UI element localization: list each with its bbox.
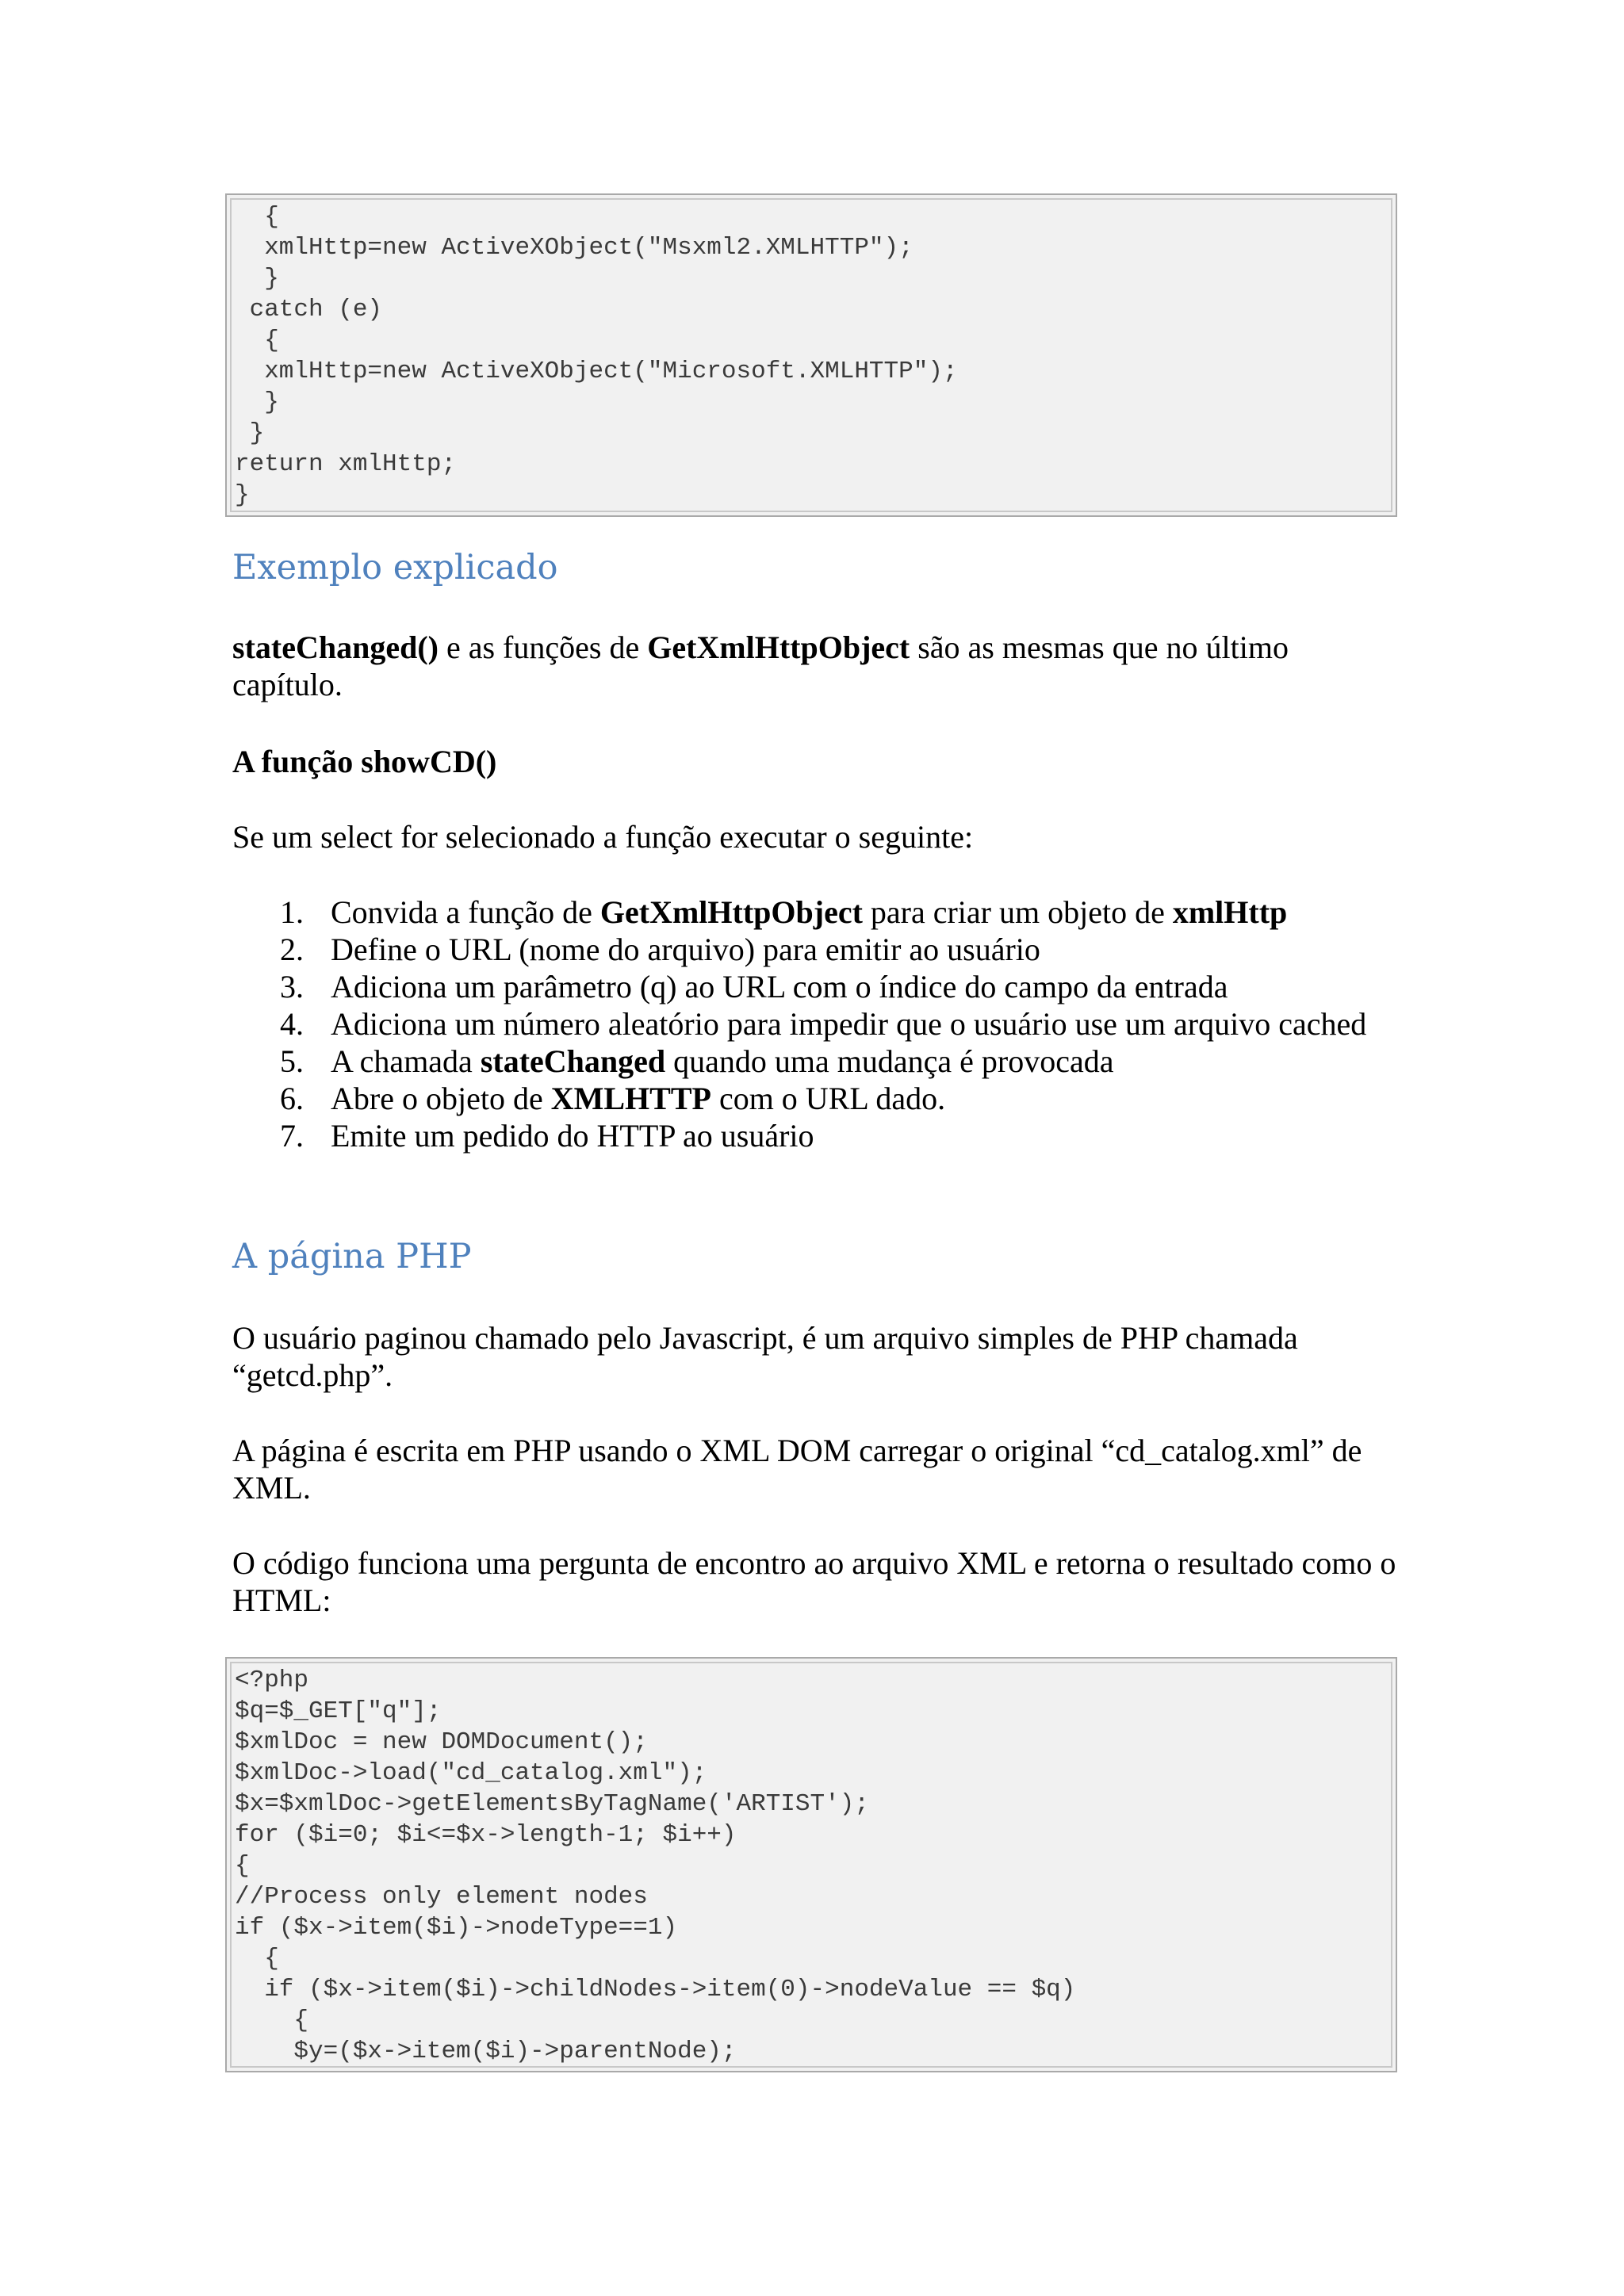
list-term: xmlHttp (1172, 894, 1288, 930)
term-getxmlhttpobject: GetXmlHttpObject (647, 629, 910, 665)
list-number: 3. (280, 969, 304, 1004)
list-text: quando uma mudança é provocada (665, 1043, 1114, 1079)
list-number: 1. (280, 894, 304, 930)
php-paragraph-1: O usuário paginou chamado pelo Javascript, é um arquivo simples de PHP chamada “getcd.php”. (232, 1320, 1298, 1393)
list-item (232, 1005, 1398, 1043)
php-paragraph-3: O código funciona uma pergunta de encontro ao arquivo XML e retorna o resultado como o HTML: (232, 1545, 1396, 1618)
list-text: Abre o objeto de (331, 1081, 551, 1116)
php-paragraph-2: A página é escrita em PHP usando o XML DOM carregar o original “cd_catalog.xml” de XML. (232, 1433, 1362, 1506)
steps-list (232, 894, 1398, 1154)
list-item (232, 1117, 1398, 1154)
list-text: Convida a função de (331, 894, 600, 930)
subheading-showcd (232, 743, 1398, 780)
list-term: stateChanged (480, 1043, 666, 1079)
list-term: GetXmlHttpObject (599, 894, 863, 930)
list-number: 7. (280, 1118, 304, 1154)
list-number: 2. (280, 932, 304, 967)
list-item (232, 968, 1398, 1005)
list-text: para criar um objeto de (862, 894, 1173, 930)
list-text: Emite um pedido do HTTP ao usuário (331, 1118, 814, 1154)
list-text: Adiciona um número aleatório para impedir que o usuário use um arquivo cached (331, 1006, 1367, 1042)
intro-text-2: são as mesmas que no último capítulo. (232, 629, 1289, 702)
list-item (232, 1043, 1398, 1080)
code-block-javascript (225, 193, 1397, 517)
list-text: A chamada (331, 1043, 481, 1079)
code-text: <?php $q=$_GET["q"]; $xmlDoc = new DOMDocument(); $xmlDoc->load("cd_catalog.xml"); $x=$xmlDoc->getElementsByTagName('ARTIST'); for ($i=0; $i<=$x->length-1; $i++) { //Process only element nodes if ($x->item($i)->nodeType==1) { if ($x->item($i)->childNodes->item(0)->nodeValue == $q) { $y=($x->item($i)->parentNode); (235, 1667, 1076, 2065)
list-number: 6. (280, 1081, 304, 1116)
list-item (232, 894, 1398, 931)
section-heading-exemplo-explicado: Exemplo explicado (232, 548, 558, 587)
intro-paragraph (232, 629, 1398, 703)
section-heading-pagina-php: A página PHP (232, 1237, 472, 1276)
subheading-text: A função showCD() (232, 744, 497, 779)
list-text: com o URL dado. (710, 1081, 946, 1116)
code-block-php (225, 1657, 1397, 2072)
lead-paragraph: Se um select for selecionado a função executar o seguinte: (232, 819, 974, 855)
intro-text-1: e as funções de (438, 629, 648, 665)
list-text: Adiciona um parâmetro (q) ao URL com o índice do campo da entrada (331, 969, 1228, 1004)
list-text: Define o URL (nome do arquivo) para emitir ao usuário (331, 932, 1040, 967)
list-number: 5. (280, 1043, 304, 1079)
term-statechanged: stateChanged() (232, 629, 439, 665)
code-text: { xmlHttp=new ActiveXObject("Msxml2.XMLHTTP"); } catch (e) { xmlHttp=new ActiveXObject("Microsoft.XMLHTTP"); } } return xmlHttp; } (235, 203, 958, 509)
list-item (232, 1080, 1398, 1117)
list-term: XMLHTTP (550, 1081, 711, 1116)
list-number: 4. (280, 1006, 304, 1042)
list-item (232, 931, 1398, 968)
